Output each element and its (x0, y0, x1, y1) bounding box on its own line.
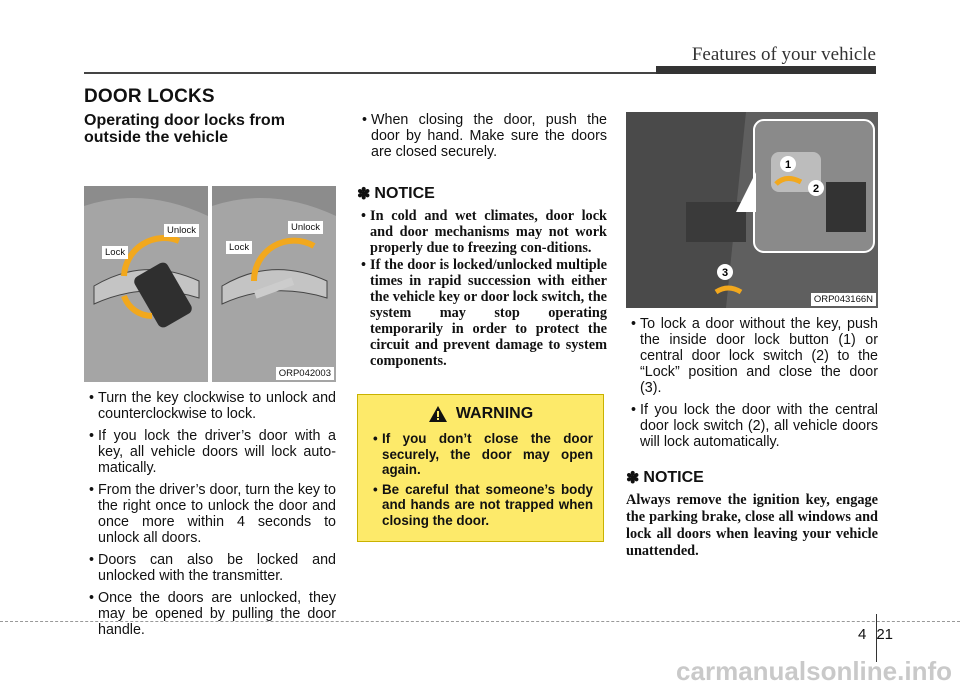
lock-label: Lock (226, 241, 252, 254)
list-item: • Once the doors are unlocked, they may be opened by pulling the door handle. (84, 590, 336, 638)
callout-3: 3 (721, 267, 729, 279)
instruction-list (84, 390, 336, 638)
callout-1: 1 (784, 159, 792, 171)
running-header: Features of your vehicle (691, 44, 876, 65)
list-item: • Turn the key clockwise to unlock and counterclockwise to lock. (84, 390, 336, 422)
warning-box (357, 394, 604, 542)
list-item: • From the driver’s door, turn the key to the right once to unlock the door and once more within 4 seconds to unlock all doors. (84, 482, 336, 546)
column-2 (357, 112, 607, 370)
list-item: • If the door is locked/unlocked multiple times in rapid succession with either the vehicle key or door lock switch, the system may stop operating temporarily in order to protect the circuit and prevent damage to system components. (357, 257, 607, 369)
list-item: • When closing the door, push the door by hand. Make sure the doors are closed securely. (357, 112, 607, 160)
list-item: • To lock a door without the key, push the inside door lock button (1) or central door lock switch (2) to the “Lock” position and close the door (3). (626, 316, 878, 396)
page-number (858, 626, 893, 643)
door-panel-illustration (626, 112, 878, 308)
door-key-illustration (84, 186, 336, 382)
lock-label: Lock (102, 246, 128, 259)
watermark: carmanualsonline.info (676, 656, 952, 686)
callout-2: 2 (812, 183, 820, 195)
list-item: • Doors can also be locked and unlocked with the transmitter. (84, 552, 336, 584)
warning-triangle-icon (428, 405, 448, 423)
list-item: • Be careful that someone’s body and hands are not trapped when closing the door. (368, 482, 593, 529)
unlock-label: Unlock (288, 221, 323, 234)
list-item: • In cold and wet climates, door lock and door mechanisms may not work properly due to freezing con-ditions. (357, 208, 607, 256)
header-bar (656, 66, 876, 74)
warning-list (368, 431, 593, 528)
notice-star-icon: ✽ (626, 470, 640, 487)
notice-list (357, 208, 607, 369)
notice-text: Always remove the ignition key, engage the parking brake, close all windows and lock all doors when leaving your vehicle unattended. (626, 492, 878, 559)
warning-heading: WARNING (368, 405, 593, 423)
list-item: • If you don’t close the door securely, the door may open again. (368, 431, 593, 478)
page-number-value: 21 (876, 626, 894, 643)
footer-dashed-rule (0, 621, 960, 622)
list-item: • If you lock the door with the central door lock switch (2), all vehicle doors will lock automatically. (626, 402, 878, 450)
notice-heading: ✽ NOTICE (626, 469, 704, 487)
instruction-list (357, 112, 607, 160)
figure-code: ORP042003 (276, 367, 334, 380)
unlock-label: Unlock (164, 224, 199, 237)
column-3 (626, 112, 878, 560)
section-title: DOOR LOCKS (84, 86, 215, 107)
column-1 (84, 112, 336, 644)
chapter-number: 4 (858, 626, 867, 643)
list-item: • If you lock the driver’s door with a key, all vehicle doors will lock auto-matically. (84, 428, 336, 476)
notice-star-icon: ✽ (357, 186, 371, 203)
notice-heading: ✽ NOTICE (357, 185, 435, 203)
figure-code: ORP043166N (811, 293, 876, 306)
instruction-list (626, 316, 878, 450)
subsection-heading: Operating door locks from outside the vehicle (84, 112, 285, 146)
door-switch-figure (626, 112, 878, 308)
door-key-figure (84, 186, 336, 382)
